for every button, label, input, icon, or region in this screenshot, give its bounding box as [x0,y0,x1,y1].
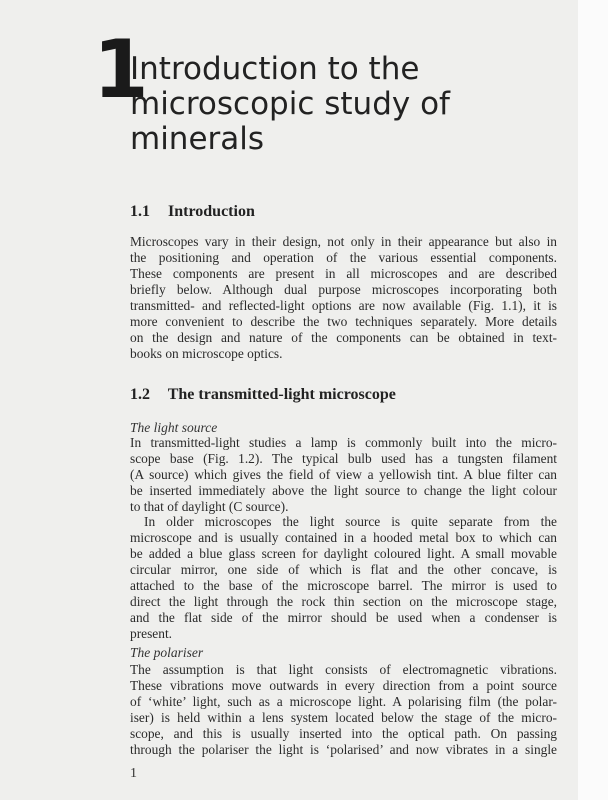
text-line: books on microscope optics. [130,346,283,361]
paragraph [130,514,557,642]
text-line: These components are present in all microscopes and are described [130,266,557,281]
paragraph [130,435,557,515]
section-title: The transmitted-light microscope [167,386,396,403]
text-line: In transmitted-light studies a lamp is commonly built into the micro- [130,435,557,450]
subsection-heading: The light source [130,420,218,435]
chapter-title-line: minerals [130,121,265,157]
text-line: and the flat side of the mirror should be used when a condenser is [130,610,557,625]
text-line: The assumption is that light consists of electromagnetic vibrations. [130,662,557,677]
section-title: Introduction [168,203,255,220]
text-line: present. [130,626,173,641]
text-line: microscope and is usually contained in a hooded metal box to which can [130,530,557,545]
text-line: be inserted immediately above the light source to change the light colour [130,483,557,498]
chapter-title-line: Introduction to the [130,51,420,87]
text-line: direct the light through the rock thin section on the microscope stage, [130,594,557,609]
text-line: through the polariser the light is ‘polarised’ and now vibrates in a single [130,742,557,757]
text-line: These vibrations move outwards in every direction from a point source [130,678,557,693]
text-line: to that of daylight (C source). [130,499,289,514]
section-number: 1.1 [130,203,150,220]
text-line: more convenient to describe the two techniques separately. More details [130,314,557,329]
text-line: the positioning and operation of the various essential components. [130,250,557,265]
text-line: circular mirror, one side of which is flat and the other concave, is [130,562,557,577]
text-line: (A source) which gives the field of view a yellowish tint. A blue filter can [130,467,557,482]
text-line: transmitted- and reflected-light options are now available (Fig. 1.1), it is [130,298,557,313]
text-line: Microscopes vary in their design, not only in their appearance but also in [130,234,557,249]
text-line: attached to the base of the microscope barrel. The mirror is used to [130,578,557,593]
section-number: 1.2 [130,386,150,403]
text-line: In older microscopes the light source is quite separate from the [144,514,557,529]
subsection-heading: The polariser [130,645,204,660]
section-heading [130,203,255,221]
paragraph [130,234,557,362]
chapter-number: 1 [93,23,145,116]
text-line: scope base (Fig. 1.2). The typical bulb used has a tungsten filament [130,451,557,466]
chapter-title [130,52,450,157]
text-line: on the design and nature of the components can be obtained in text- [130,330,557,345]
text-line: iser) is held within a lens system located below the stage of the micro- [130,710,557,725]
chapter-title-line: microscopic study of [130,86,450,122]
section-heading [130,386,396,404]
text-line: scope, and this is usually inserted into the optical path. On passing [130,726,557,741]
paragraph [130,662,557,758]
text-line: briefly below. Although dual purpose microscopes incorporating both [130,282,557,297]
page-number: 1 [130,766,137,781]
text-line: be added a blue glass screen for daylight coloured light. A small movable [130,546,557,561]
text-line: of ‘white’ light, such as a microscope light. A polarising film (the polar- [130,694,557,709]
